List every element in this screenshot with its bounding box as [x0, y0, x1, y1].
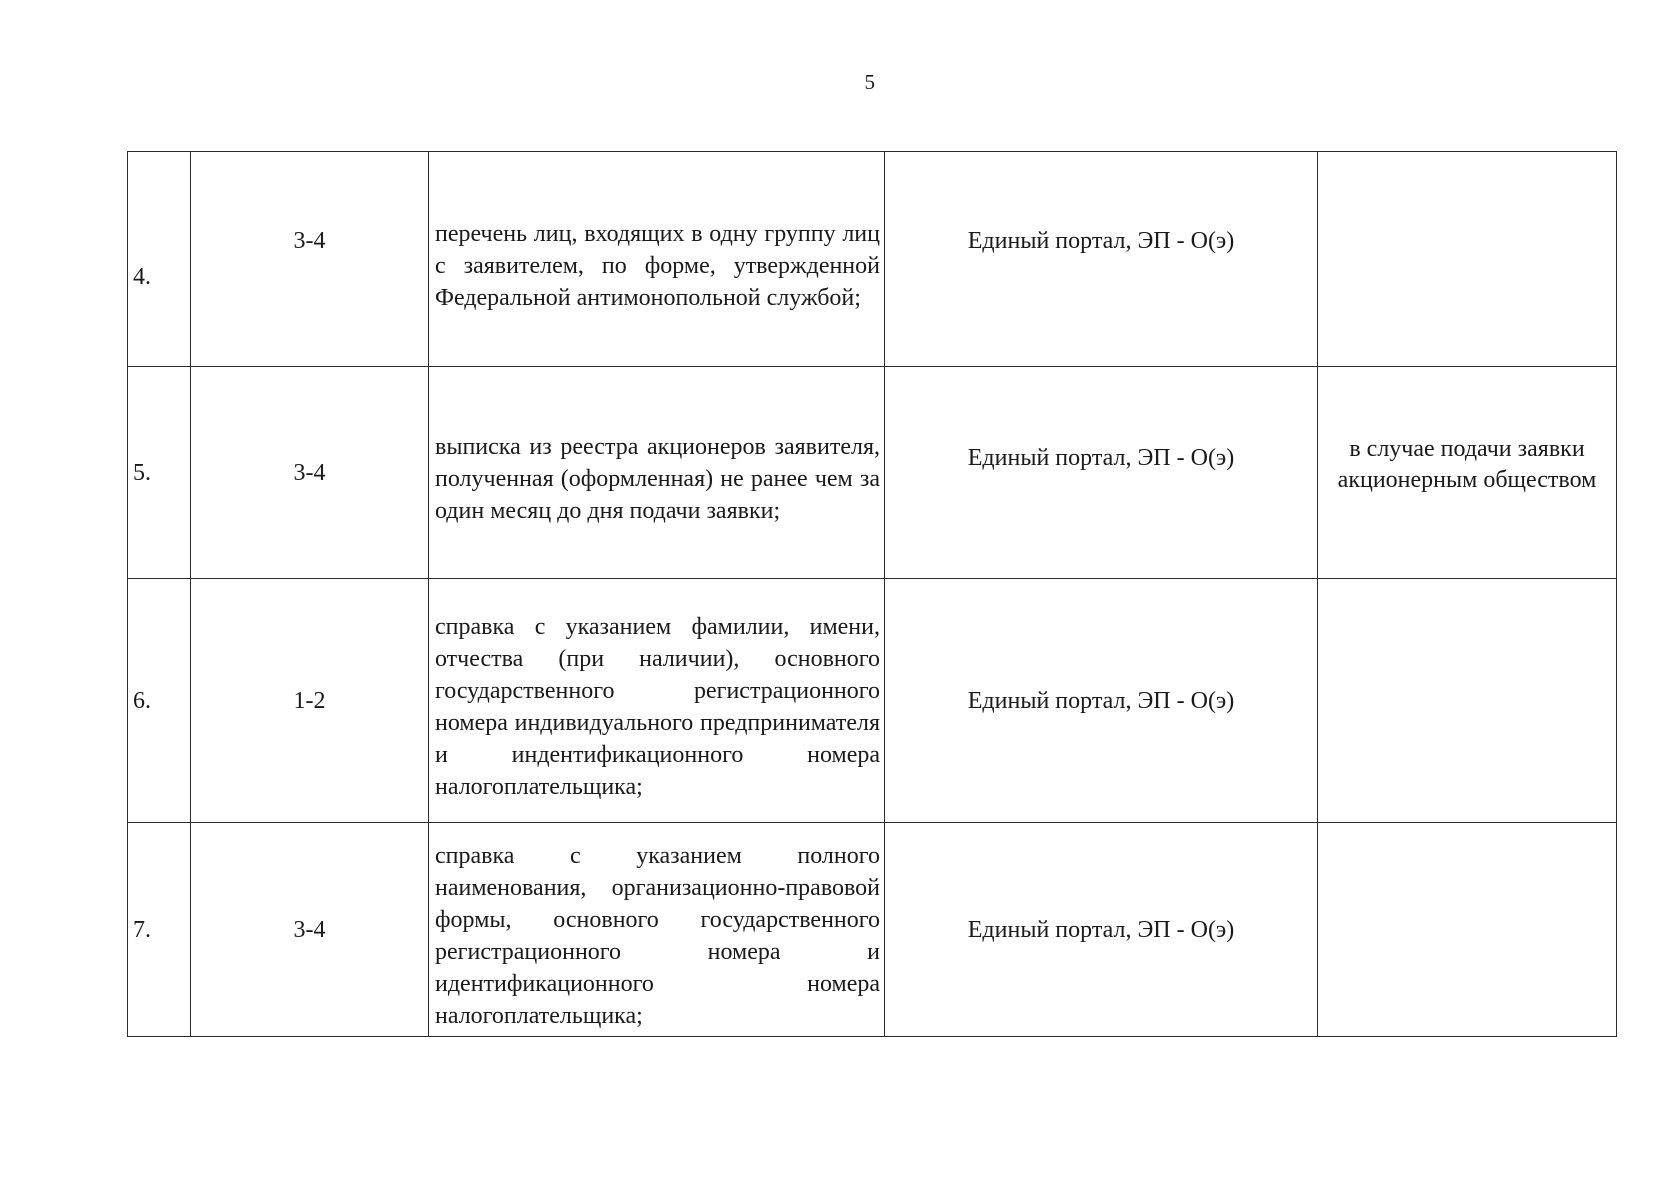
row-code-cell: 1-2 — [191, 579, 429, 823]
table-row — [128, 152, 1617, 367]
row-document-cell — [429, 579, 885, 823]
row-method-cell: Единый портал, ЭП - О(э) — [885, 579, 1318, 823]
row-number-cell: 6. — [128, 579, 191, 823]
document-description: перечень лиц, входящих в одну группу лиц с заявителем, по форме, утвержденной Федеральной антимонопольной службой; — [435, 221, 880, 311]
row-document-cell — [429, 367, 885, 579]
row-note-cell — [1318, 579, 1617, 823]
document-description: справка с указанием фамилии, имени, отчества (при наличии), основного государственного регистрационного номера индивидуального предпринимателя и индентификационного номера налогоплательщика; — [435, 613, 880, 800]
row-document-cell — [429, 823, 885, 1037]
documents-table — [127, 151, 1617, 1037]
row-number-cell: 5. — [128, 367, 191, 579]
row-method-cell: Единый портал, ЭП - О(э) — [885, 823, 1318, 1037]
row-code-cell: 3-4 — [191, 823, 429, 1037]
page-number: 5 — [864, 70, 876, 94]
row-number-cell: 4. — [128, 152, 191, 367]
row-document-cell — [429, 152, 885, 367]
row-method-cell: Единый портал, ЭП - О(э) — [885, 152, 1318, 367]
row-method-cell: Единый портал, ЭП - О(э) — [885, 367, 1318, 579]
table-row — [128, 367, 1617, 579]
row-code-cell: 3-4 — [191, 367, 429, 579]
row-number-cell: 7. — [128, 823, 191, 1037]
row-note-cell: в случае подачи заявки акционерным обществом — [1318, 367, 1617, 579]
table-row — [128, 823, 1617, 1037]
row-note-cell — [1318, 152, 1617, 367]
row-code-cell: 3-4 — [191, 152, 429, 367]
table-row — [128, 579, 1617, 823]
document-description: справка с указанием полного наименования, организационно-правовой формы, основного государственного регистрационного номера и идентификационного номера налогоплательщика; — [435, 842, 880, 1029]
document-description: выписка из реестра акционеров заявителя, полученная (оформленная) не ранее чем за один месяц до дня подачи заявки; — [435, 433, 880, 524]
row-note-cell — [1318, 823, 1617, 1037]
